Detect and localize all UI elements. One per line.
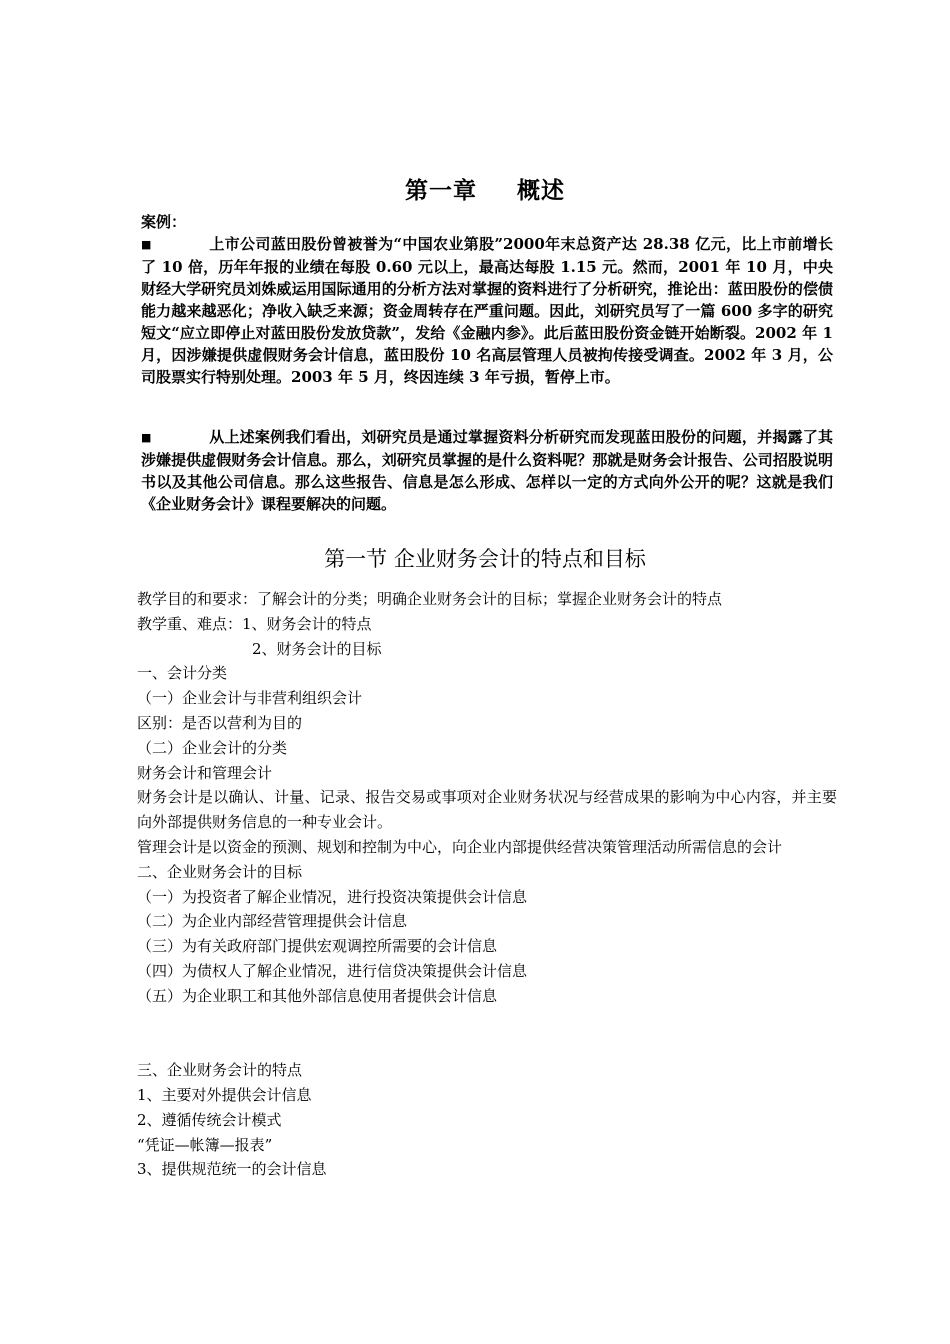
square-bullet-icon: ■ [141,431,152,444]
key-points: 教学重、难点：1、财务会计的特点 [137,614,372,633]
financial-accounting-definition: 财务会计是以确认、计量、记录、报告交易或事项对企业财务状况与经营成果的影响为中心内容，并主要向外部提供财务信息的一种专业会计。 [137,788,837,832]
chapter-number: 第一章 [405,177,477,204]
subheading-enterprise-vs-nonprofit: （一）企业会计与非营利组织会计 [137,689,363,708]
feature-2-detail: “凭证—帐簿—报表” [137,1135,273,1154]
section-title: 第一节 企业财务会计的特点和目标 [324,547,646,571]
heading-objectives: 二、企业财务会计的目标 [137,862,303,881]
case-label: 案例： [141,213,187,231]
teaching-goals: 教学目的和要求：了解会计的分类；明确企业财务会计的目标；掌握企业财务会计的特点 [137,590,723,608]
management-accounting-definition: 管理会计是以资金的预测、规划和控制为中心，向企业内部提供经营决策管理活动所需信息的会计 [137,837,783,856]
objective-item: （四）为债权人了解企业情况，进行信贷决策提供会计信息 [137,961,528,980]
heading-accounting-classification: 一、会计分类 [137,664,228,683]
square-bullet-icon: ■ [141,238,152,251]
objective-item: （一）为投资者了解企业情况，进行投资决策提供会计信息 [137,887,528,906]
chapter-title [137,172,833,205]
objective-item: （三）为有关政府部门提供宏观调控所需要的会计信息 [137,937,498,956]
feature-item: 2、遵循传统会计模式 [137,1110,282,1129]
case-paragraph-1-text: 上市公司蓝田股份曾被誉为“中国农业第股”2000年末总资产达 28.38 亿元，比上市前增长了 10 倍，历年年报的业绩在每股 0.60 元以上，最高达每股 1.15 元。然而，2001 年 10 月，中央财经大学研究员刘姝威运用国际通用的分析方法对掌握的资料进行了分析研究，推论出：蓝田股份的偿债能力越来越恶化；净收入缺乏来源；资金周转存在严重问题。因此，刘研究员写了一篇 600 多字的研究短文“应立即停止对蓝田股份发放贷款”，发给《金融内参》。此后蓝田股份资金链开始断裂。2002 年 1 月，因涉嫌提供虚假财务会计信息，蓝田股份 10 名高层管理人员被拘传接受调查。2002 年 3 月，公司股票实行特别处理。2003 年 5 月，终因连续 3 年亏损，暂停上市。 [141,235,833,386]
heading-features: 三、企业财务会计的特点 [137,1061,303,1080]
key-points-2: 2、财务会计的目标 [252,639,382,658]
case-paragraph-2-text: 从上述案例我们看出，刘研究员是通过掌握资料分析研究而发现蓝田股份的问题，并揭露了其涉嫌提供虚假财务会计信息。那么，刘研究员掌握的是什么资料呢？那就是财务会计报告、公司招股说明书以及其他公司信息。那么这些报告、信息是怎么形成、怎样以一定的方式向外公开的呢？这就是我们《企业财务会计》课程要解决的问题。 [141,428,833,513]
chapter-name: 概述 [517,177,565,204]
objective-item: （五）为企业职工和其他外部信息使用者提供会计信息 [137,986,498,1005]
feature-item: 3、提供规范统一的会计信息 [137,1160,327,1179]
case-paragraph-2 [141,426,833,515]
section-body [137,587,837,1182]
objective-item: （二）为企业内部经营管理提供会计信息 [137,912,408,931]
subheading-enterprise-classification: （二）企业会计的分类 [137,738,288,757]
difference-text: 区别：是否以营利为目的 [137,713,303,732]
case-paragraph-1 [141,233,833,388]
feature-item: 1、主要对外提供会计信息 [137,1085,312,1104]
financial-and-management-text: 财务会计和管理会计 [137,763,273,782]
